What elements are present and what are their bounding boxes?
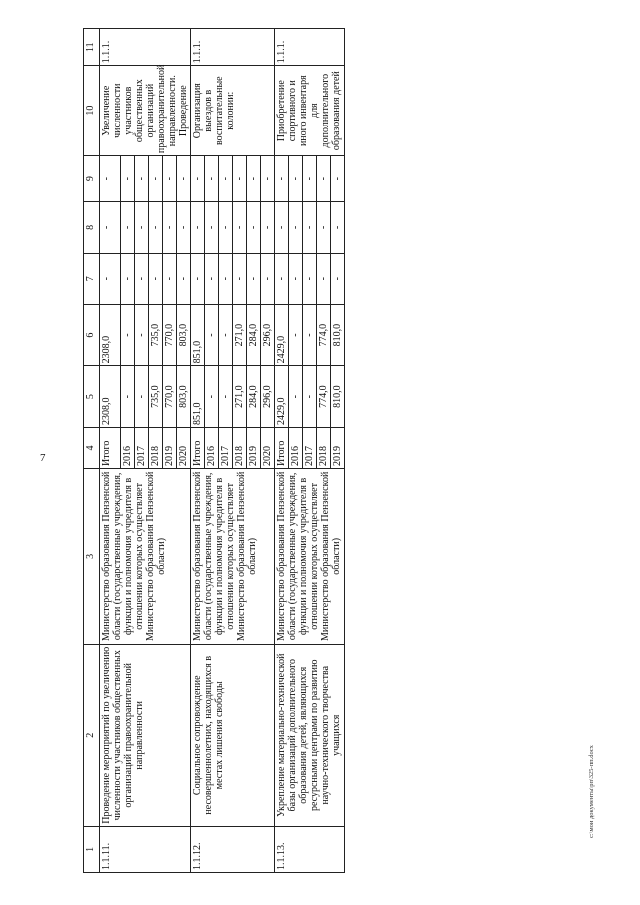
executor: Министерство образования Пензенской области (государственные учреждения, функции и полномочия учредителя в отношении которых осуществляет Министерство образования Пензенской области) bbox=[100, 468, 191, 644]
reference-number: 1.1.1. bbox=[275, 29, 345, 66]
col6-cell: 803,0 bbox=[177, 304, 191, 366]
total-col7: - bbox=[100, 253, 121, 304]
total-col9: - bbox=[275, 156, 289, 202]
col9-cell: - bbox=[205, 156, 219, 202]
col6-cell: - bbox=[121, 304, 135, 366]
total-label: Итого bbox=[100, 427, 121, 468]
total-label: Итого bbox=[191, 427, 205, 468]
col8-cell: - bbox=[303, 202, 317, 253]
col9-cell: - bbox=[331, 156, 345, 202]
col6-cell: - bbox=[289, 304, 303, 366]
executor: Министерство образования Пензенской области (государственные учреждения, функции и полномочия учредителя в отношении которых осуществляет Министерство образования Пензенской области) bbox=[275, 468, 345, 644]
col6-cell: - bbox=[135, 304, 149, 366]
goal-indicator: Увеличение численности участников общественных организаций правоохранительной направленности. Проведение bbox=[100, 66, 191, 156]
footer-file-path: c:\мои документы\рп\325-пп.docx bbox=[588, 745, 595, 838]
col6-cell: 271,0 bbox=[233, 304, 247, 366]
col9-cell: - bbox=[289, 156, 303, 202]
col7-cell: - bbox=[247, 253, 261, 304]
goal-indicator: Приобретение спортивного и иного инвентаря для дополнительного образования детей bbox=[275, 66, 345, 156]
col5-cell: - bbox=[205, 366, 219, 428]
col9-cell: - bbox=[135, 156, 149, 202]
column-header-10: 10 bbox=[84, 66, 100, 156]
col8-cell: - bbox=[163, 202, 177, 253]
col7-cell: - bbox=[205, 253, 219, 304]
col7-cell: - bbox=[121, 253, 135, 304]
col5-cell: 810,0 bbox=[331, 366, 345, 428]
col8-cell: - bbox=[121, 202, 135, 253]
col6-cell: 735,0 bbox=[149, 304, 163, 366]
total-col7: - bbox=[275, 253, 289, 304]
col5-cell: - bbox=[219, 366, 233, 428]
total-label: Итого bbox=[275, 427, 289, 468]
col5-cell: - bbox=[303, 366, 317, 428]
row-number: 1.1.12. bbox=[191, 826, 275, 872]
column-header-5: 5 bbox=[84, 366, 100, 428]
year-cell: 2019 bbox=[331, 427, 345, 468]
col5-cell: 770,0 bbox=[163, 366, 177, 428]
col9-cell: - bbox=[163, 156, 177, 202]
col8-cell: - bbox=[247, 202, 261, 253]
col7-cell: - bbox=[177, 253, 191, 304]
total-col8: - bbox=[100, 202, 121, 253]
col8-cell: - bbox=[261, 202, 275, 253]
col8-cell: - bbox=[149, 202, 163, 253]
col7-cell: - bbox=[317, 253, 331, 304]
total-col8: - bbox=[275, 202, 289, 253]
col7-cell: - bbox=[289, 253, 303, 304]
col5-cell: 284,0 bbox=[247, 366, 261, 428]
reference-number: 1.1.1. bbox=[100, 29, 191, 66]
col6-cell: 810,0 bbox=[331, 304, 345, 366]
col7-cell: - bbox=[331, 253, 345, 304]
column-header-7: 7 bbox=[84, 253, 100, 304]
total-col5: 851,0 bbox=[191, 366, 205, 428]
col5-cell: 271,0 bbox=[233, 366, 247, 428]
col8-cell: - bbox=[219, 202, 233, 253]
col7-cell: - bbox=[233, 253, 247, 304]
col7-cell: - bbox=[219, 253, 233, 304]
column-header-2: 2 bbox=[84, 644, 100, 826]
year-cell: 2020 bbox=[261, 427, 275, 468]
goal-indicator: Организация выездов в воспитательные колонии: bbox=[191, 66, 275, 156]
col5-cell: - bbox=[289, 366, 303, 428]
column-header-11: 11 bbox=[84, 29, 100, 66]
year-cell: 2017 bbox=[219, 427, 233, 468]
reference-number: 1.1.1. bbox=[191, 29, 275, 66]
total-col9: - bbox=[191, 156, 205, 202]
year-cell: 2016 bbox=[205, 427, 219, 468]
activity-name: Социальное сопровождение несовершеннолетних, находящихся в местах лишения свободы bbox=[191, 644, 275, 826]
year-cell: 2018 bbox=[233, 427, 247, 468]
column-header-3: 3 bbox=[84, 468, 100, 644]
col7-cell: - bbox=[163, 253, 177, 304]
year-cell: 2016 bbox=[121, 427, 135, 468]
col9-cell: - bbox=[177, 156, 191, 202]
col7-cell: - bbox=[261, 253, 275, 304]
column-header-1: 1 bbox=[84, 826, 100, 872]
col8-cell: - bbox=[177, 202, 191, 253]
year-cell: 2019 bbox=[163, 427, 177, 468]
year-cell: 2018 bbox=[149, 427, 163, 468]
total-col7: - bbox=[191, 253, 205, 304]
col9-cell: - bbox=[121, 156, 135, 202]
col6-cell: - bbox=[303, 304, 317, 366]
program-table bbox=[83, 28, 345, 873]
col6-cell: - bbox=[205, 304, 219, 366]
activity-name: Проведение мероприятий по увеличению численности участников общественных организаций правоохранительной направленности bbox=[100, 644, 191, 826]
row-number: 1.1.11. bbox=[100, 826, 191, 872]
col8-cell: - bbox=[331, 202, 345, 253]
total-col8: - bbox=[191, 202, 205, 253]
year-cell: 2018 bbox=[317, 427, 331, 468]
year-cell: 2017 bbox=[135, 427, 149, 468]
total-col5: 2308,0 bbox=[100, 366, 121, 428]
col5-cell: 774,0 bbox=[317, 366, 331, 428]
col5-cell: - bbox=[121, 366, 135, 428]
rotated-table-wrapper bbox=[83, 28, 638, 873]
col6-cell: 774,0 bbox=[317, 304, 331, 366]
row-number: 1.1.13. bbox=[275, 826, 345, 872]
col8-cell: - bbox=[289, 202, 303, 253]
col8-cell: - bbox=[135, 202, 149, 253]
year-cell: 2019 bbox=[247, 427, 261, 468]
col5-cell: 803,0 bbox=[177, 366, 191, 428]
col9-cell: - bbox=[149, 156, 163, 202]
table-row bbox=[191, 29, 205, 873]
col8-cell: - bbox=[205, 202, 219, 253]
col9-cell: - bbox=[261, 156, 275, 202]
executor: Министерство образования Пензенской области (государственные учреждения, функции и полномочия учредителя в отношении которых осуществляет Министерство образования Пензенской области) bbox=[191, 468, 275, 644]
total-col5: 2429,0 bbox=[275, 366, 289, 428]
col7-cell: - bbox=[135, 253, 149, 304]
table-row bbox=[100, 29, 121, 873]
col9-cell: - bbox=[317, 156, 331, 202]
total-col6: 2308,0 bbox=[100, 304, 121, 366]
activity-name: Укрепление материально-технической базы организаций дополнительного образования детей, являющихся ресурсными центрами по развитию научно-технического творчества учащихся bbox=[275, 644, 345, 826]
col5-cell: 735,0 bbox=[149, 366, 163, 428]
col6-cell: 770,0 bbox=[163, 304, 177, 366]
year-cell: 2017 bbox=[303, 427, 317, 468]
column-header-4: 4 bbox=[84, 427, 100, 468]
col8-cell: - bbox=[317, 202, 331, 253]
col9-cell: - bbox=[219, 156, 233, 202]
col9-cell: - bbox=[303, 156, 317, 202]
header-row bbox=[84, 29, 100, 873]
column-header-9: 9 bbox=[84, 156, 100, 202]
col5-cell: 296,0 bbox=[261, 366, 275, 428]
year-cell: 2016 bbox=[289, 427, 303, 468]
col9-cell: - bbox=[233, 156, 247, 202]
col7-cell: - bbox=[303, 253, 317, 304]
col6-cell: 284,0 bbox=[247, 304, 261, 366]
total-col6: 2429,0 bbox=[275, 304, 289, 366]
year-cell: 2020 bbox=[177, 427, 191, 468]
col5-cell: - bbox=[135, 366, 149, 428]
col6-cell: 296,0 bbox=[261, 304, 275, 366]
col8-cell: - bbox=[233, 202, 247, 253]
table-row bbox=[275, 29, 289, 873]
total-col9: - bbox=[100, 156, 121, 202]
col9-cell: - bbox=[247, 156, 261, 202]
col6-cell: - bbox=[219, 304, 233, 366]
column-header-6: 6 bbox=[84, 304, 100, 366]
total-col6: 851,0 bbox=[191, 304, 205, 366]
column-header-8: 8 bbox=[84, 202, 100, 253]
page-number: 7 bbox=[40, 452, 46, 464]
col7-cell: - bbox=[149, 253, 163, 304]
